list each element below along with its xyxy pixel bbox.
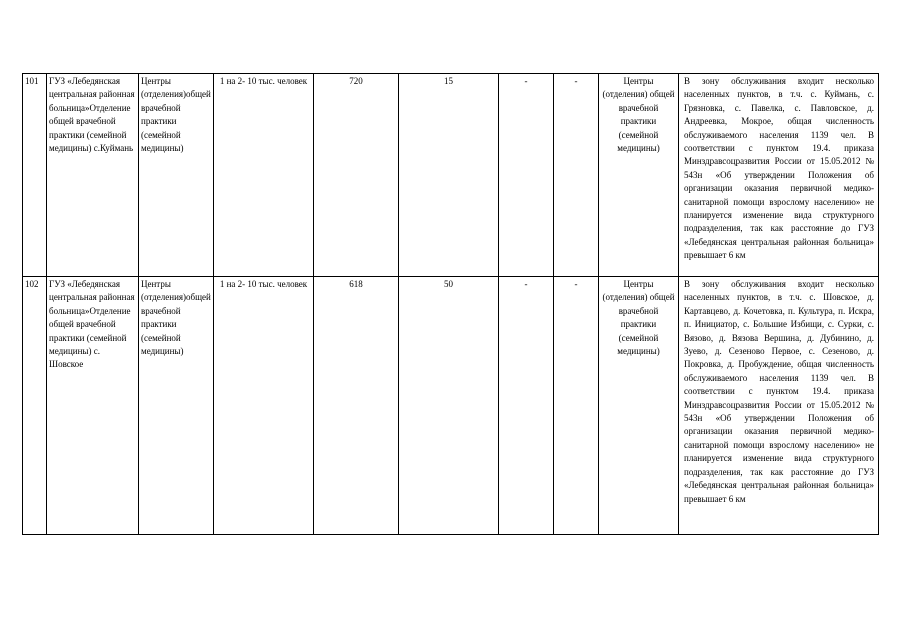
count: 50 <box>399 277 499 535</box>
table-row <box>23 74 879 277</box>
population: 618 <box>314 277 399 535</box>
column-7: - <box>499 277 554 535</box>
row-number: 101 <box>23 74 47 277</box>
norm: 1 на 2- 10 тыс. человек <box>214 277 314 535</box>
count: 15 <box>399 74 499 277</box>
organization-name: ГУЗ «Лебедянская центральная районная больница»Отделение общей врачебной практики (семейной медицины) с.Куймань <box>47 74 139 277</box>
table-row <box>23 277 879 535</box>
facility-type: Центры (отделения)общей врачебной практики (семейной медицины) <box>139 277 214 535</box>
planned-type: Центры (отделения) общей врачебной практики (семейной медицины) <box>599 74 679 277</box>
column-8: - <box>554 74 599 277</box>
column-8: - <box>554 277 599 535</box>
population: 720 <box>314 74 399 277</box>
norm: 1 на 2- 10 тыс. человек <box>214 74 314 277</box>
row-number: 102 <box>23 277 47 535</box>
note: В зону обслуживания входит несколько населенных пунктов, в т.ч. с. Куймань, с. Грязновка, с. Павелка, с. Павловское, д. Андреевка, Мокрое, общая численность обслуживаемого населения 1139 чел. В соответствии с пунктом 19.4. приказа Минздравсоцразвития России от 15.05.2012 № 543н «Об утверждении Положения об организации оказания первичной медико-санитарной помощи взрослому населению» не планируется изменение вида структурного подразделения, так как расстояние до ГУЗ «Лебедянская центральная районная больница» превышает 6 км <box>679 74 879 277</box>
facility-type: Центры (отделения)общей врачебной практики (семейной медицины) <box>139 74 214 277</box>
planned-type: Центры (отделения) общей врачебной практики (семейной медицины) <box>599 277 679 535</box>
facilities-table <box>22 73 879 535</box>
column-7: - <box>499 74 554 277</box>
document-sheet <box>22 73 879 535</box>
note: В зону обслуживания входит несколько населенных пунктов, в т.ч. с. Шовское, д. Картавцево, д. Кочетовка, п. Культура, п. Искра, п. Инициатор, с. Большие Избищи, с. Сурки, с. Вязово, д. Вязова Вершина, д. Дубинино, д. Зуево, д. Сезеново Первое, с. Сезеново, д. Покровка, д. Пробуждение, общая численность обслуживаемого населения 1139 чел. В соответствии с пунктом 19.4. приказа Минздравсоцразвития России от 15.05.2012 № 543н «Об утверждении Положения об организации оказания первичной медико-санитарной помощи взрослому населению» не планируется изменение вида структурного подразделения, так как расстояние до ГУЗ «Лебедянская центральная районная больница» превышает 6 км <box>679 277 879 535</box>
organization-name: ГУЗ «Лебедянская центральная районная больница»Отделение общей врачебной практики (семейной медицины) с. Шовское <box>47 277 139 535</box>
